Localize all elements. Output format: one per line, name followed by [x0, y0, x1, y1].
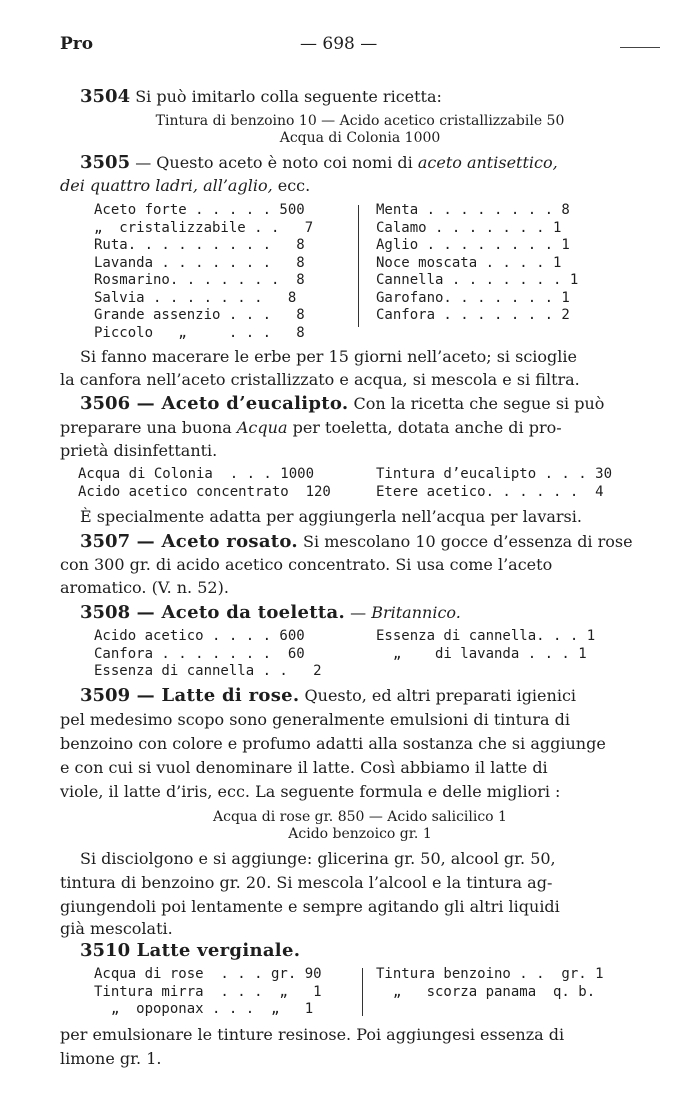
entry-3506 — [80, 393, 680, 415]
ingredient-row: Salvia . . . . . . . 8 — [94, 289, 297, 306]
entry-text: — — [345, 603, 372, 622]
entry-title: — Aceto rosato. — [130, 531, 298, 552]
ingredient-row: „ opoponax . . . „ 1 — [94, 1001, 314, 1017]
entry-3509 — [80, 685, 680, 707]
entry-text: per toeletta, dotata anche di pro- — [287, 418, 562, 437]
recipe-line: Acido benzoico gr. 1 — [288, 826, 432, 842]
entry-number: 3505 — [80, 152, 131, 173]
ingredient-row: Cannella . . . . . . . 1 — [376, 272, 579, 288]
entry-title: — Aceto d’eucalipto. — [130, 393, 349, 414]
entry-text: Con la ricetta che segue si può — [348, 394, 605, 413]
entry-text-line: giungendoli poi lentamente e sempre agitando gli altri liquidi — [60, 897, 560, 916]
entry-text-line — [60, 417, 660, 439]
recipe-line: Acqua di rose gr. 850 — Acido salicilico 1 — [213, 809, 507, 825]
entry-text-line: tintura di benzoino gr. 20. Si mescola l’alcool e la tintura ag- — [60, 873, 553, 892]
ingredient-row: Grande assenzio . . . 8 — [94, 307, 305, 323]
ingredient-row: Essenza di cannella . . 2 — [94, 663, 322, 679]
ingredient-row: Etere acetico. . . . . . 4 — [376, 483, 604, 500]
entry-text-line: per emulsionare le tinture resinose. Poi aggiungesi essenza di — [60, 1025, 565, 1044]
page-number: — 698 — — [300, 34, 378, 54]
entry-number: 3510 — [80, 940, 131, 961]
entry-number: 3508 — [80, 602, 131, 623]
ingredient-row: Tintura mirra . . . „ 1 — [94, 983, 322, 1000]
ingredients-right — [376, 628, 595, 663]
running-head: Pro — [60, 34, 94, 54]
ingredients-left — [94, 628, 322, 681]
entry-text-line: aromatico. (V. n. 52). — [60, 578, 229, 597]
entry-text-italic: aceto antisettico, — [417, 153, 558, 172]
ingredient-row: Garofano. . . . . . . 1 — [376, 289, 570, 306]
entry-text-line: con 300 gr. di acido acetico concentrato. Si usa come l’aceto — [60, 555, 553, 574]
entry-text: — Questo aceto è noto coi nomi di — [130, 153, 418, 172]
entry-text-line: già mescolati. — [60, 919, 173, 938]
entry-3505 — [80, 152, 680, 174]
entry-text-italic: Acqua — [236, 418, 288, 437]
header-rule — [620, 47, 660, 48]
ingredient-row: Noce moscata . . . . 1 — [376, 254, 562, 271]
entry-text-line: pel medesimo scopo sono generalmente emulsioni di tintura di — [60, 710, 571, 729]
ingredients-left — [94, 202, 313, 342]
recipe-line: Tintura di benzoino 10 — Acido acetico cristallizzabile 50 — [155, 113, 565, 129]
ingredient-row: Calamo . . . . . . . 1 — [376, 219, 562, 236]
entry-text-line: e con cui si vuol denominare il latte. Così abbiamo il latte di — [60, 758, 548, 777]
column-divider — [358, 205, 359, 327]
ingredient-row: Acido acetico . . . . 600 — [94, 628, 305, 644]
ingredient-row: Canfora . . . . . . . 2 — [376, 307, 570, 323]
entry-text: preparare una buona — [60, 418, 237, 437]
entry-text-line — [60, 175, 660, 197]
entry-text-line: Si disciolgono e si aggiunge: glicerina gr. 50, alcool gr. 50, — [80, 849, 556, 868]
recipe-line: Acqua di Colonia 1000 — [279, 130, 441, 146]
ingredient-row: Acido acetico concentrato 120 — [78, 483, 331, 500]
entry-3504 — [80, 86, 680, 108]
entry-3507 — [80, 531, 680, 553]
ingredient-row: Tintura benzoino . . gr. 1 — [376, 966, 604, 982]
entry-text-line: viole, il latte d’iris, ecc. La seguente formula e delle migliori : — [60, 782, 561, 801]
entry-number: 3504 — [80, 86, 131, 107]
ingredient-row: „ scorza panama q. b. — [376, 983, 596, 1000]
ingredient-row: Essenza di cannella. . . 1 — [376, 628, 596, 644]
entry-text: Questo, ed altri preparati igienici — [299, 686, 577, 705]
ingredient-row: Canfora . . . . . . . 60 — [94, 645, 305, 662]
entry-text-line: la canfora nell’aceto cristallizzato e acqua, si mescola e si filtra. — [60, 370, 580, 389]
ingredient-row: Acqua di rose . . . gr. 90 — [94, 966, 322, 982]
ingredient-row: Ruta. . . . . . . . . 8 — [94, 237, 305, 253]
entry-text-line: benzoino con colore e profumo adatti alla sostanza che si aggiunge — [60, 734, 606, 753]
entry-text: Si può imitarlo colla seguente ricetta: — [130, 87, 442, 106]
column-divider — [362, 968, 363, 1016]
ingredient-row: Aceto forte . . . . . 500 — [94, 202, 305, 218]
ingredient-row: Menta . . . . . . . . 8 — [376, 202, 570, 218]
ingredients-right — [376, 466, 612, 501]
entry-text-line: Si fanno macerare le erbe per 15 giorni nell’aceto; si scioglie — [80, 347, 577, 366]
ingredient-row: Tintura d’eucalipto . . . 30 — [376, 466, 613, 482]
ingredients-right — [376, 966, 604, 1001]
entry-title: Latte verginale. — [130, 940, 301, 961]
book-page — [60, 0, 660, 1102]
entry-text-line: limone gr. 1. — [60, 1049, 162, 1068]
ingredient-row: Rosmarino. . . . . . . 8 — [94, 272, 305, 288]
entry-3510 — [80, 940, 680, 962]
entry-text-line: È specialmente adatta per aggiungerla nell’acqua per lavarsi. — [80, 507, 582, 526]
entry-3508 — [80, 602, 680, 624]
ingredient-row: Lavanda . . . . . . . 8 — [94, 254, 305, 271]
entry-number: 3507 — [80, 531, 131, 552]
entry-text-italic: dei quattro ladri, all’aglio, — [60, 176, 273, 195]
ingredients-right — [376, 202, 578, 325]
entry-text: ecc. — [272, 176, 311, 195]
ingredient-row: Piccolo „ . . . 8 — [94, 324, 305, 341]
entry-text-line: prietà disinfettanti. — [60, 441, 218, 460]
ingredients-left — [78, 466, 331, 501]
ingredients-left — [94, 966, 322, 1019]
ingredient-row: „ di lavanda . . . 1 — [376, 645, 587, 662]
entry-number: 3509 — [80, 685, 131, 706]
entry-number: 3506 — [80, 393, 131, 414]
entry-subtitle: Britannico. — [371, 603, 461, 622]
ingredient-row: Aglio . . . . . . . . 1 — [376, 237, 570, 253]
ingredient-row: „ cristalizzabile . . 7 — [94, 219, 314, 236]
entry-text: Si mescolano 10 gocce d’essenza di rose — [297, 532, 633, 551]
entry-title: — Latte di rose. — [130, 685, 300, 706]
page-header — [60, 34, 660, 58]
entry-title: — Aceto da toeletta. — [130, 602, 346, 623]
ingredient-row: Acqua di Colonia . . . 1000 — [78, 466, 315, 482]
